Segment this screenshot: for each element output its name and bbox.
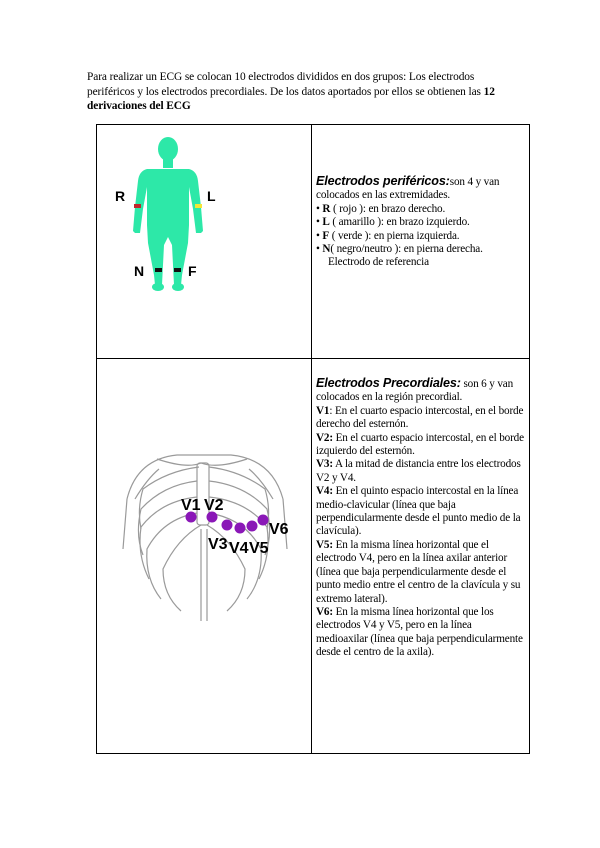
chest-figure [97,359,311,735]
v4-electrode [235,523,246,534]
v6-electrode [258,515,269,526]
peripheral-note: Electrodo de referencia [328,256,429,269]
precordial-row [97,359,530,754]
peripheral-heading: Electrodos periféricos: [316,174,450,188]
peripheral-item: • L ( amarillo ): en brazo izquierdo. [316,216,470,229]
label-r: R [115,188,126,204]
peripheral-text-cell [312,125,530,359]
precordial-item: V3: A la mitad de distancia entre los electrodos V2 y V4. [316,458,521,484]
f-electrode [174,268,181,272]
precordial-heading: Electrodos Precordiales: [316,376,461,390]
l-electrode [195,204,202,208]
peripheral-item: • F ( verde ): en pierna izquierda. [316,229,460,242]
precordial-item: V4: En el quinto espacio intercostal en la línea medio-clavicular (línea que baja perpendicularmente desde el punto medio de la clavícula). [316,485,521,538]
precordial-item: V2: En el cuarto espacio intercostal, en el borde izquierdo del esternón. [316,431,524,458]
n-electrode [155,268,162,272]
label-v5: V5 [249,540,269,557]
label-l: L [207,188,216,204]
ribcage-icon [123,455,287,621]
precordial-item: V6: En la misma línea horizontal que los electrodos V4 y V5, pero en la línea medioaxilar (línea que baja perpendicularmente desde el centro de la axila). [316,605,523,659]
body-figure [97,125,311,308]
peripheral-heading-tail: son 4 y van colocados en las extremidades. [316,176,500,202]
intro-text: Para realizar un ECG se colocan 10 electrodos divididos en dos grupos: Los electrodos periféricos y los electrodos precordiales. De los datos aportados por ellos se obtienen las [87,71,484,98]
label-v6: V6 [269,521,289,538]
body-figure-cell [97,125,312,359]
peripheral-row [97,125,530,359]
precordial-item: V5: En la misma línea horizontal que el electrodo V4, pero en la línea axilar anterior (línea que baja perpendicularmente desde el punto medio entre el centro de la clavícula y su extremo lateral). [316,538,521,605]
peripheral-item: • R ( rojo ): en brazo derecho. [316,202,446,215]
chest-figure-cell [97,359,312,754]
precordial-item: V1: En el cuarto espacio intercostal, en el borde derecho del esternón. [316,404,524,431]
precordial-heading-tail: son 6 y van colocados en la región precordial. [316,378,514,404]
label-v1: V1 [181,497,201,514]
peripheral-item: • N( negro/neutro ): en pierna derecha. [316,243,483,256]
label-v4: V4 [229,540,249,557]
electrodes-table [96,124,530,754]
label-n: N [134,263,145,279]
precordial-text-cell [312,359,530,754]
label-v2: V2 [204,497,224,514]
r-electrode [134,204,141,208]
label-f: F [188,263,197,279]
v5-electrode [247,521,258,532]
label-v3: V3 [208,536,228,553]
v3-electrode [222,520,233,531]
intro-paragraph [87,70,517,114]
intro-bold: 12 derivaciones del ECG [87,85,495,112]
